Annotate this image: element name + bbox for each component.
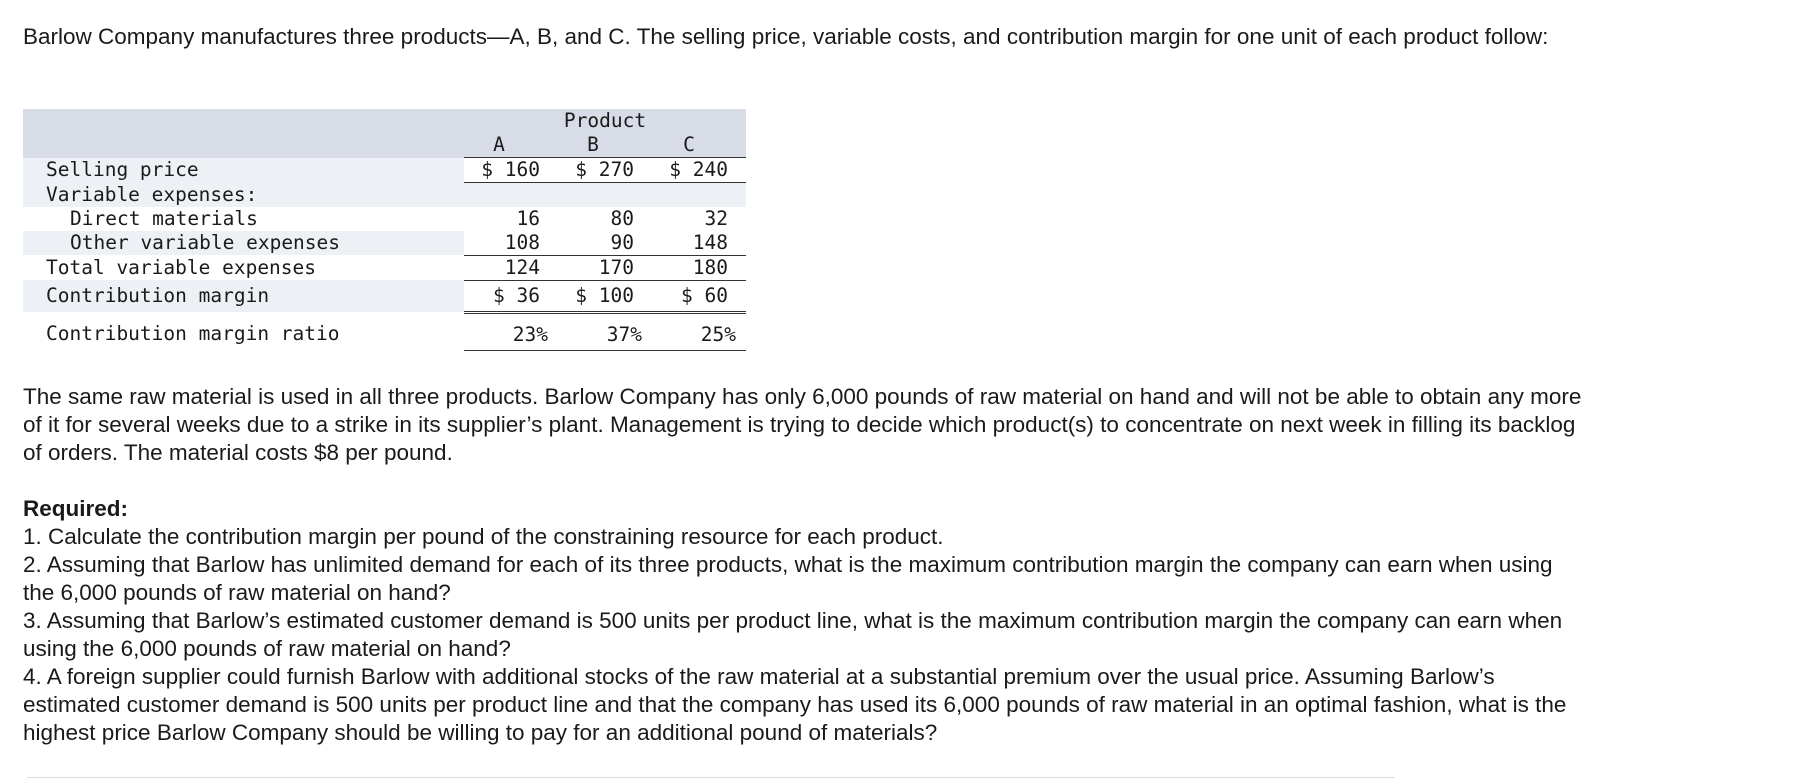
total-variable-a: 124 (464, 255, 558, 280)
row-label-direct-materials: Direct materials (70, 206, 258, 230)
direct-materials-b: 80 (610, 206, 634, 230)
row-label-contribution-margin-ratio: Contribution margin ratio (46, 322, 340, 345)
contribution-margin-a: $ 36 (464, 280, 558, 312)
other-variable-c: 148 (652, 231, 746, 256)
row-label-contribution-margin: Contribution margin (23, 280, 464, 312)
other-variable-b: 90 (558, 231, 652, 256)
product-table (23, 109, 746, 351)
selling-price-c: $ 240 (652, 158, 746, 183)
table-row (23, 312, 746, 350)
total-variable-b: 170 (558, 255, 652, 280)
required-item-1: 1. Calculate the contribution margin per pound of the constraining resource for each product. (23, 524, 944, 549)
direct-materials-c: 32 (704, 206, 728, 230)
column-header-a: A (464, 133, 558, 158)
selling-price-a: $ 160 (464, 158, 558, 183)
row-label-total-variable-expenses: Total variable expenses (46, 255, 317, 279)
contribution-margin-c: $ 60 (652, 280, 746, 312)
column-header-b: B (558, 133, 652, 158)
required-heading: Required: (23, 496, 129, 521)
row-label-other-variable-expenses: Other variable expenses (23, 231, 464, 256)
required-section (23, 495, 1583, 747)
row-label-variable-expenses: Variable expenses: (23, 183, 464, 207)
table-group-header-row (23, 109, 746, 133)
bottom-divider (27, 777, 1395, 778)
required-item-4: 4. A foreign supplier could furnish Barlow with additional stocks of the raw material at a substantial premium over the usual price. Assuming Barlow’s estimated customer demand is 500 units per product line and that the company has used its 6,000 pounds of raw material in an optimal fashion, what is the highest price Barlow Company should be willing to pay for an additional pound of materials? (23, 664, 1567, 745)
intro-paragraph: Barlow Company manufactures three products—A, B, and C. The selling price, variable costs, and contribution margin for one unit of each product follow: (23, 24, 1549, 49)
table-column-header-row (23, 133, 746, 158)
table-row (23, 183, 746, 207)
product-group-header: Product (464, 109, 746, 133)
total-variable-c: 180 (652, 255, 746, 280)
selling-price-b: $ 270 (558, 158, 652, 183)
table-row (23, 158, 746, 183)
table-row (23, 280, 746, 312)
row-label-selling-price: Selling price (23, 158, 464, 183)
required-item-2: 2. Assuming that Barlow has unlimited demand for each of its three products, what is the maximum contribution margin the company can earn when using the 6,000 pounds of raw material on hand? (23, 552, 1553, 605)
direct-materials-a: 16 (516, 206, 540, 230)
table-row (23, 207, 746, 231)
cm-ratio-c: 25% (652, 312, 746, 350)
cm-ratio-b: 37% (558, 312, 652, 350)
contribution-margin-b: $ 100 (558, 280, 652, 312)
constraint-paragraph: The same raw material is used in all three products. Barlow Company has only 6,000 pounds of raw material on hand and will not be able to obtain any more of it for several weeks due to a strike in its supplier’s plant. Management is trying to decide which product(s) to concentrate on next week in filling its backlog of orders. The material costs $8 per pound. (23, 384, 1582, 465)
other-variable-a: 108 (464, 231, 558, 256)
column-header-c: C (652, 133, 746, 158)
table-row (23, 255, 746, 280)
table-row (23, 231, 746, 256)
required-item-3: 3. Assuming that Barlow’s estimated customer demand is 500 units per product line, what is the maximum contribution margin the company can earn when using the 6,000 pounds of raw material on hand? (23, 608, 1563, 661)
cm-ratio-a: 23% (464, 312, 558, 350)
